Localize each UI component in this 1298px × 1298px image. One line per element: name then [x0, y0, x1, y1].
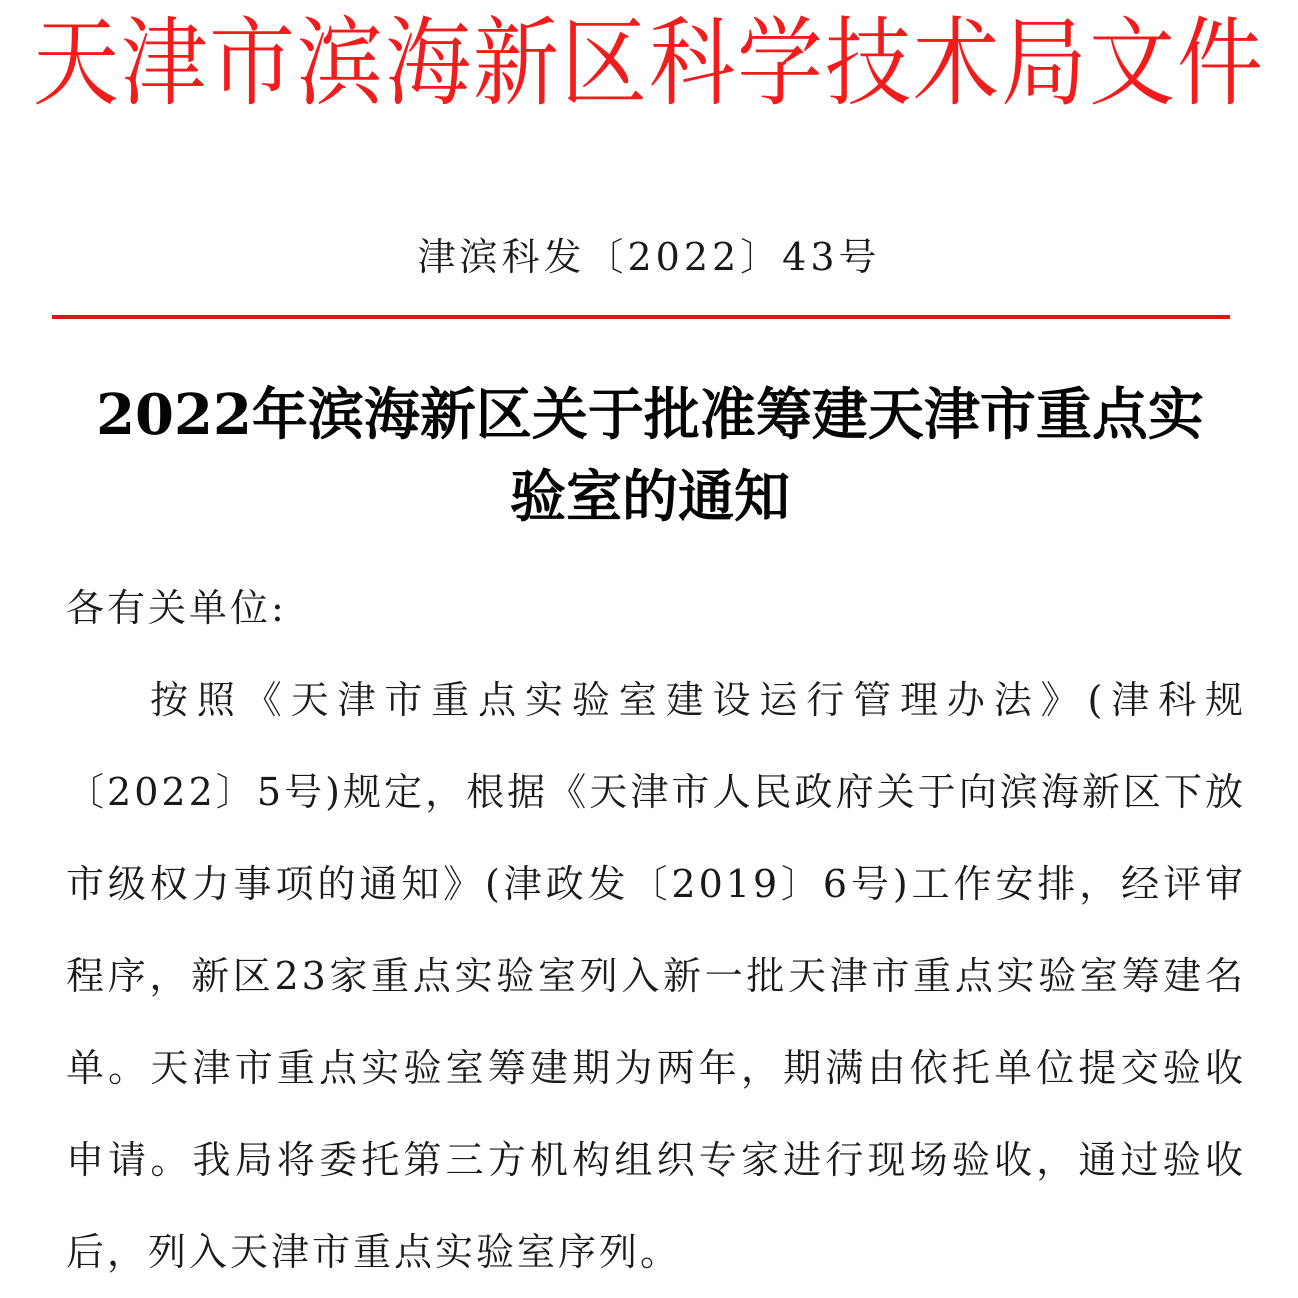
body-paragraph: 按照《天津市重点实验室建设运行管理办法》(津科规〔2022〕5号)规定，根据《天津市人民政府关于向滨海新区下放市级权力事项的通知》(津政发〔2019〕6号)工作安排，经评审程序，新区23家重点实验室列入新一批天津市重点实验室筹建名单。天津市重点实验室筹建期为两年，期满由依托单位提交验收申请。我局将委托第三方机构组织专家进行现场验收，通过验收后，列入天津市重点实验室序列。 [66, 678, 1246, 1274]
document-title: 2022年滨海新区关于批准筹建天津市重点实验室的通知 [96, 382, 1204, 530]
issuer-masthead: 天津市滨海新区科学技术局文件 [33, 8, 1265, 120]
document-number: 津滨科发〔2022〕43号 [417, 235, 881, 279]
salutation: 各有关单位: [66, 586, 287, 630]
document-body [66, 562, 1246, 1298]
red-divider-rule [52, 315, 1230, 319]
